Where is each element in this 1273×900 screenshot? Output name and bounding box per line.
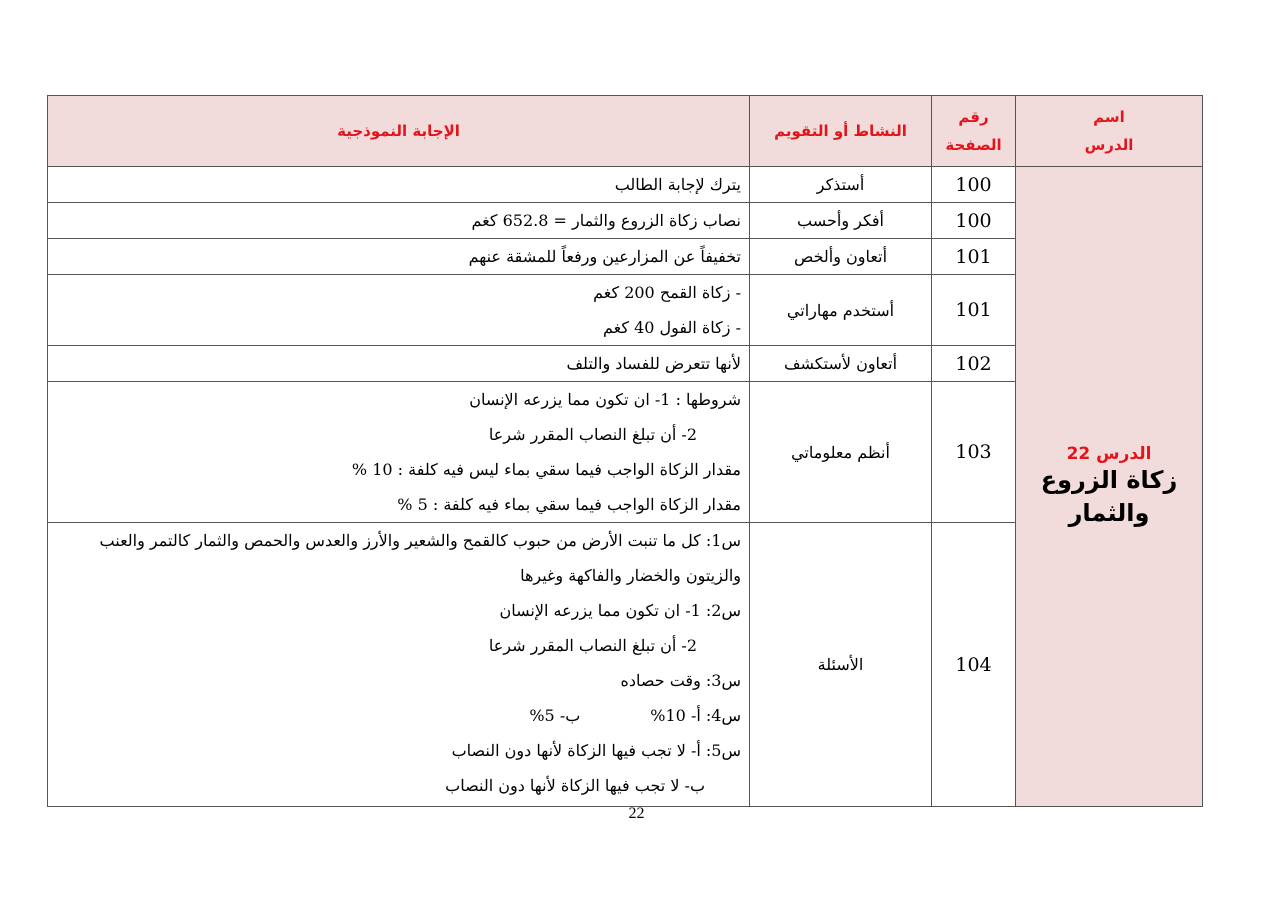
answer-line: مقدار الزكاة الواجب فيما سقي بماء ليس فيه كلفة : 10 % (351, 460, 741, 479)
page-number: 22 (628, 805, 645, 822)
answer-cell (48, 346, 750, 382)
answer-line: شروطها : 1- ان تكون مما يزرعه الإنسان (469, 390, 741, 409)
answer-line: - زكاة القمح 200 كغم (593, 283, 741, 302)
page-cell: 101 (932, 239, 1016, 275)
lesson-number: الدرس 22 (1066, 443, 1152, 464)
answer-line: لأنها تتعرض للفساد والتلف (566, 354, 741, 373)
activity-cell: أنظم معلوماتي (750, 382, 932, 523)
header-lesson-name-line2: الدرس (1084, 136, 1134, 154)
page-cell: 103 (932, 382, 1016, 523)
page-cell: 104 (932, 523, 1016, 807)
page-cell: 100 (932, 167, 1016, 203)
answer-line: 2- أن تبلغ النصاب المقرر شرعا (488, 636, 697, 655)
activity-cell: أستخدم مهاراتي (750, 275, 932, 346)
answer-line: س3: وقت حصاده (620, 671, 741, 690)
answer-cell (48, 275, 750, 346)
answer-line: س1: كل ما تنبت الأرض من حبوب كالقمح والشعير والأرز والعدس والحمص والثمار كالتمر والعنب (99, 531, 741, 550)
answer-cell (48, 167, 750, 203)
activity-cell: أستذكر (750, 167, 932, 203)
answer-line: نصاب زكاة الزروع والثمار = 652.8 كغم (471, 211, 741, 230)
header-activity: النشاط أو التقويم (750, 96, 932, 167)
activity-cell: أفكر وأحسب (750, 203, 932, 239)
answer-line: مقدار الزكاة الواجب فيما سقي بماء فيه كلفة : 5 % (397, 495, 741, 514)
header-lesson-name-line1: اسم (1093, 108, 1125, 126)
header-page-number-line1: رقم (958, 108, 989, 126)
answer-line: تخفيفاً عن المزارعين ورفعاً للمشقة عنهم (468, 247, 741, 266)
header-page-number (932, 96, 1016, 167)
answer-cell (48, 239, 750, 275)
answer-line: يترك لإجابة الطالب (614, 175, 741, 194)
table-row (48, 167, 1203, 203)
header-model-answer: الإجابة النموذجية (48, 96, 750, 167)
answer-cell (48, 203, 750, 239)
answer-line: س5: أ- لا تجب فيها الزكاة لأنها دون النصاب (451, 741, 741, 760)
header-page-number-line2: الصفحة (945, 136, 1002, 154)
answer-part-b: ب- 5% (529, 706, 581, 725)
lesson-title-line1: زكاة الزروع (1040, 465, 1178, 494)
answer-cell (48, 523, 750, 807)
answer-line (54, 698, 741, 733)
page-cell: 100 (932, 203, 1016, 239)
answer-line: والزيتون والخضار والفاكهة وغيرها (520, 566, 741, 585)
answer-cell (48, 382, 750, 523)
activity-cell: أتعاون وألخص (750, 239, 932, 275)
lesson-cell (1016, 167, 1203, 807)
activity-cell: أتعاون لأستكشف (750, 346, 932, 382)
header-row (48, 96, 1203, 167)
answer-part-a: س4: أ- 10% (650, 706, 741, 725)
answer-line: س2: 1- ان تكون مما يزرعه الإنسان (499, 601, 741, 620)
answer-line: - زكاة الفول 40 كغم (602, 318, 741, 337)
lesson-title-line2: والثمار (1068, 498, 1150, 527)
page-cell: 101 (932, 275, 1016, 346)
answer-line: ب- لا تجب فيها الزكاة لأنها دون النصاب (445, 776, 705, 795)
activity-cell: الأسئلة (750, 523, 932, 807)
header-lesson-name (1016, 96, 1203, 167)
page-cell: 102 (932, 346, 1016, 382)
answer-line: 2- أن تبلغ النصاب المقرر شرعا (488, 425, 697, 444)
answers-table (47, 95, 1203, 807)
